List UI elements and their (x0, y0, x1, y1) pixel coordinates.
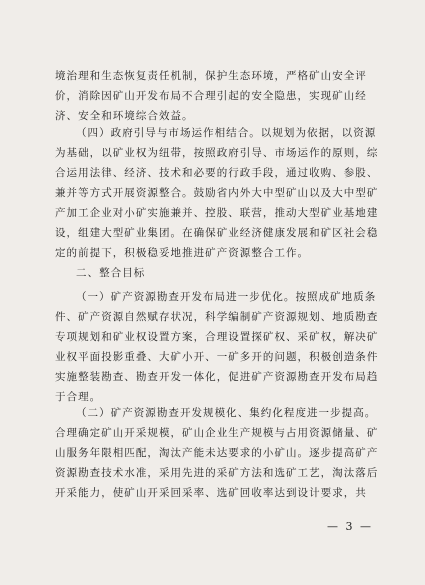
text-line: 资源勘查技术水准，采用先进的采矿方法和选矿工艺，淘汰落后 (55, 467, 379, 479)
text-line: （二）矿产资源勘查开发规模化、集约化程度进一步提高。 (76, 407, 377, 419)
text-line: （四）政府引导与市场运作相结合。以规划为依据，以资源 (76, 127, 377, 139)
text-line: 合运用法律、经济、技术和必要的行政手段，通过收购、参股、 (55, 167, 379, 179)
text-line: 设，组建大型矿业集团。在确保矿业经济健康发展和矿区社会稳 (55, 227, 379, 239)
heading-text: 二、整合目标 (76, 267, 146, 279)
text-line: 业权平面投影重叠、大矿小开、一矿多开的问题，积极创造条件 (55, 351, 379, 363)
text-line: 开采能力，使矿山开采回采率、选矿回收率达到设计要求，共 (55, 487, 367, 499)
paragraph (0, 403, 425, 503)
text-line: 实施整装勘查、勘查开发一体化，促进矿产资源勘查开发布局趋 (55, 371, 379, 383)
text-line: 专项规划和矿业权设置方案，合理设置探矿权、采矿权，解决矿 (55, 331, 379, 343)
paragraph (0, 123, 425, 263)
text-line: （一）矿产资源勘查开发布局进一步优化。按照成矿地质条 (76, 291, 377, 303)
section-heading (0, 263, 425, 283)
text-line: 境治理和生态恢复责任机制，保护生态环境，严格矿山安全评 (55, 70, 367, 82)
paragraph (0, 287, 425, 407)
text-line: 价，消除因矿山开发布局不合理引起的安全隐患，实现矿山经 (55, 90, 367, 102)
paragraph (0, 66, 425, 126)
text-line: 兼并等方式开展资源整合。鼓励省内外大中型矿山以及大中型矿 (55, 187, 379, 199)
text-line: 定的前提下，积极稳妥地推进矿产资源整合工作。 (55, 247, 310, 259)
text-line: 山服务年限相匹配，淘汰产能未达要求的小矿山。逐步提高矿产 (55, 447, 379, 459)
page-number: — 3 — (327, 520, 373, 533)
text-line: 于合理。 (55, 391, 102, 403)
text-line: 产加工企业对小矿实施兼并、控股、联营，推动大型矿业基地建 (55, 207, 379, 219)
text-line: 件、矿产资源自然赋存状况，科学编制矿产资源规划、地质勘查 (55, 311, 379, 323)
text-line: 济、安全和环境综合效益。 (55, 110, 194, 122)
text-line: 为基础，以矿业权为纽带，按照政府引导、市场运作的原则，综 (55, 147, 379, 159)
text-line: 合理确定矿山开采规模，矿山企业生产规模与占用资源储量、矿 (55, 427, 379, 439)
